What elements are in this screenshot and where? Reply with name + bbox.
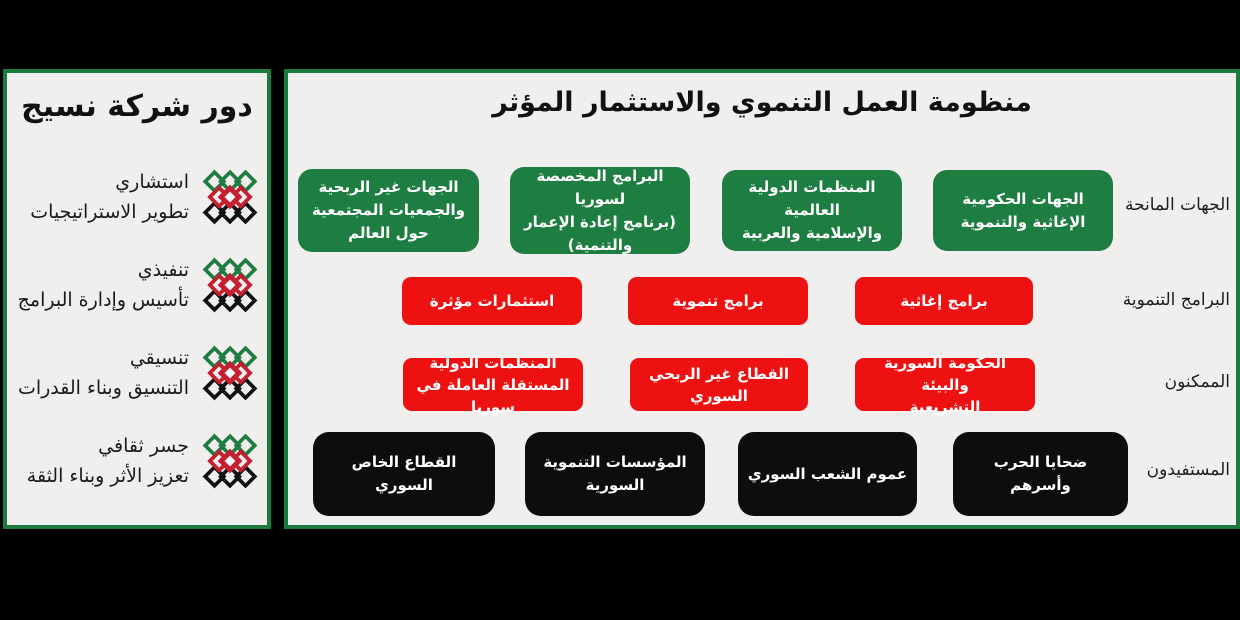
naseej-logo-icon [199,168,261,226]
diagram-node-nonprofits-worldwide: الجهات غير الربحية والجمعيات المجتمعية حول العالم [298,169,479,252]
row-label-programs: البرامج التنموية [1122,290,1230,310]
roles-list [7,164,267,494]
row-label-enablers: الممكنون [1164,372,1230,392]
role-name: جسر ثقافي [98,435,189,457]
diagram-node-international-orgs: المنظمات الدولية العالمية والإسلامية والعربية [722,170,902,251]
role-item-coordination [17,340,261,406]
main-title: منظومة العمل التنموي والاستثمار المؤثر [492,87,1032,118]
role-name: استشاري [115,171,189,193]
role-item-cultural-bridge [17,428,261,494]
main-panel [284,69,1240,529]
left-panel [3,69,271,529]
role-desc: تعزيز الأثر وبناء الثقة [26,465,189,487]
diagram-node-syrian-private-sector: القطاع الخاص السوري [313,432,495,516]
diagram-node-independent-intl-orgs: المنظمات الدولية المستقلة العاملة في سوريا [403,358,583,411]
role-desc: تأسيس وإدارة البرامج [17,289,189,311]
role-item-advisory [17,164,261,230]
naseej-logo-icon [199,256,261,314]
diagram-node-syria-programs: البرامج المخصصة لسوريا (برنامج إعادة الإعمار والتنمية) [510,167,690,254]
role-name: تنسيقي [129,347,189,369]
diagram-node-government-donors: الجهات الحكومية الإغاثية والتنموية [933,170,1113,251]
diagram-node-syrian-dev-institutions: المؤسسات التنموية السورية [525,432,705,516]
naseej-logo-icon [199,344,261,402]
role-name: تنفيذي [137,259,189,281]
diagram-node-syrian-people: عموم الشعب السوري [738,432,917,516]
diagram-node-syrian-nonprofit-sector: القطاع غير الربحي السوري [630,358,808,411]
diagram-node-relief-programs: برامج إغاثية [855,277,1033,325]
role-item-executive [17,252,261,318]
row-label-donors: الجهات المانحة [1124,195,1230,215]
left-panel-title: دور شركة نسيج [21,89,253,124]
role-desc: تطوير الاستراتيجيات [30,201,189,223]
diagram-node-impact-investments: استثمارات مؤثرة [402,277,582,325]
diagram-node-syrian-government: الحكومة السورية والبيئة التشريعية [855,358,1035,411]
naseej-logo-icon [199,432,261,490]
row-label-beneficiaries: المستفيدون [1146,460,1230,480]
diagram-node-war-victims: ضحايا الحرب وأسرهم [953,432,1128,516]
role-desc: التنسيق وبناء القدرات [17,377,189,399]
diagram-node-development-programs: برامج تنموية [628,277,808,325]
